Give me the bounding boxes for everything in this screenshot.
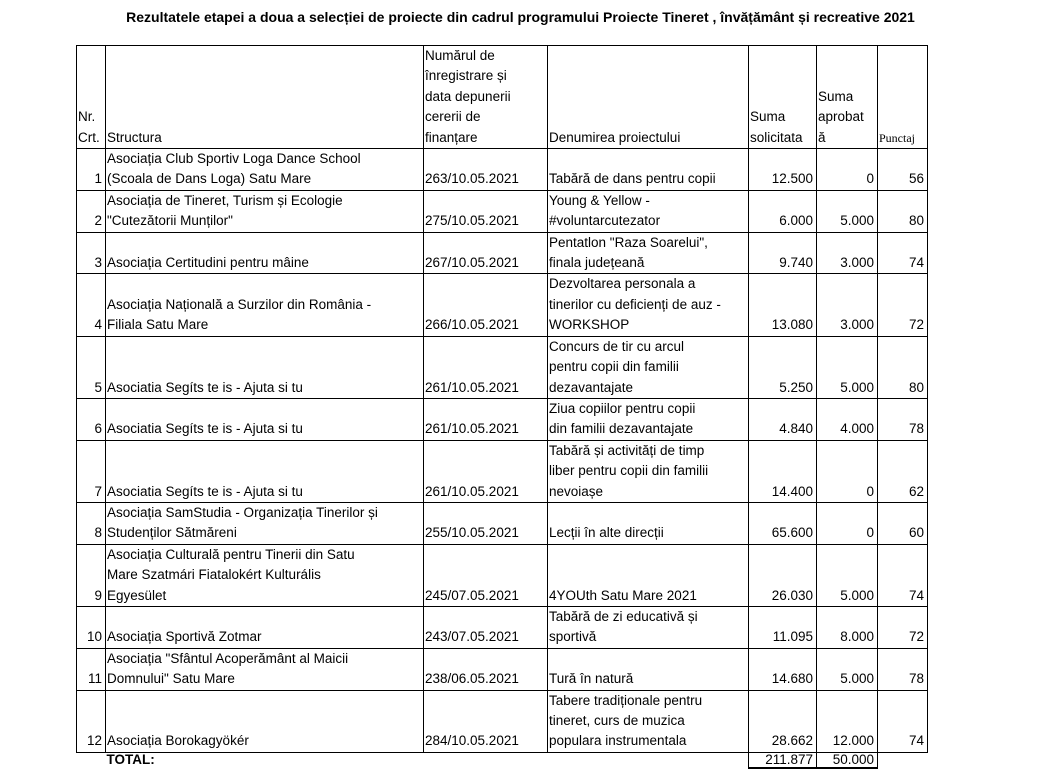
cell-proiect (548, 606, 749, 648)
cell-inregistrare: 243/07.05.2021 (424, 606, 548, 648)
cell-aprobata: 5.000 (817, 544, 878, 606)
cell-inregistrare: 275/10.05.2021 (424, 190, 548, 232)
header-inregistrare: Numărul de înregistrare și data depunerii cererii de finanțare (424, 46, 548, 149)
proiect-line: tinerilor cu deficienți de auz - (549, 296, 721, 312)
cell-structura (106, 440, 424, 502)
structura-line: Asociația SamStudia - Organizația Tinerilor și (107, 504, 378, 520)
cell-nr: 6 (77, 398, 106, 440)
cell-aprobata: 0 (817, 502, 878, 544)
cell-nr: 1 (77, 149, 106, 191)
proiect-line: sportivă (549, 629, 597, 645)
cell-structura (106, 690, 424, 752)
cell-inregistrare: 261/10.05.2021 (424, 398, 548, 440)
results-table (76, 45, 928, 769)
cell-solicitata: 5.250 (749, 336, 817, 398)
proiect-line: Tabără de dans pentru copii (549, 171, 716, 187)
cell-nr: 4 (77, 274, 106, 336)
structura-line: (Scoala de Dans Loga) Satu Mare (107, 171, 312, 187)
cell-proiect (548, 336, 749, 398)
table-row (77, 232, 928, 274)
cell-proiect (548, 648, 749, 690)
cell-nr: 9 (77, 544, 106, 606)
cell-solicitata: 12.500 (749, 149, 817, 191)
cell-structura (106, 648, 424, 690)
proiect-line: Concurs de tir cu arcul (549, 338, 685, 354)
cell-nr: 3 (77, 232, 106, 274)
cell-solicitata: 6.000 (749, 190, 817, 232)
cell-structura (106, 544, 424, 606)
structura-line: Studenților Sătmăreni (107, 525, 237, 541)
cell-structura (106, 398, 424, 440)
table-row (77, 648, 928, 690)
proiect-line: Tabără și activități de timp (549, 442, 705, 458)
cell-punctaj: 78 (878, 398, 928, 440)
proiect-line: #voluntarcutezator (549, 213, 661, 229)
cell-inregistrare: 261/10.05.2021 (424, 336, 548, 398)
header-punctaj: Punctaj (878, 46, 928, 149)
cell-nr: 8 (77, 502, 106, 544)
table-row (77, 336, 928, 398)
table-row (77, 190, 928, 232)
cell-aprobata: 3.000 (817, 274, 878, 336)
structura-line: Asociația Sportivă Zotmar (107, 629, 262, 645)
cell-nr: 7 (77, 440, 106, 502)
cell-inregistrare: 266/10.05.2021 (424, 274, 548, 336)
proiect-line: Ziua copiilor pentru copii (549, 400, 696, 416)
structura-line: Asociatia Segíts te is - Ajuta si tu (107, 379, 303, 395)
cell-solicitata: 14.680 (749, 648, 817, 690)
proiect-line: Dezvoltarea personala a (549, 276, 696, 292)
cell-nr: 10 (77, 606, 106, 648)
header-row (77, 46, 928, 149)
proiect-line: 4YOUth Satu Mare 2021 (549, 587, 697, 603)
cell-inregistrare: 255/10.05.2021 (424, 502, 548, 544)
table-row (77, 398, 928, 440)
proiect-line: Young & Yellow - (549, 192, 650, 208)
table-row (77, 690, 928, 752)
cell-proiect (548, 544, 749, 606)
cell-structura (106, 606, 424, 648)
proiect-line: tineret, curs de muzica (549, 713, 685, 728)
structura-line: Egyesület (107, 587, 167, 603)
cell-solicitata: 65.600 (749, 502, 817, 544)
cell-inregistrare: 263/10.05.2021 (424, 149, 548, 191)
proiect-line: Lecții în alte direcții (549, 525, 664, 541)
cell-proiect (548, 274, 749, 336)
cell-proiect (548, 440, 749, 502)
structura-line: Domnului" Satu Mare (107, 671, 235, 687)
cell-punctaj: 80 (878, 336, 928, 398)
cell-inregistrare: 284/10.05.2021 (424, 690, 548, 752)
structura-line: Asociatia Segíts te is - Ajuta si tu (107, 421, 303, 437)
cell-punctaj: 80 (878, 190, 928, 232)
cell-nr: 12 (77, 690, 106, 752)
cell-nr: 2 (77, 190, 106, 232)
proiect-line: din familii dezavantajate (549, 421, 694, 437)
header-nr: Nr. Crt. (77, 46, 106, 149)
cell-proiect (548, 690, 749, 752)
table-row (77, 606, 928, 648)
header-solicitata: Suma solicitata (749, 46, 817, 149)
proiect-line: WORKSHOP (549, 317, 630, 333)
cell-structura (106, 274, 424, 336)
cell-punctaj: 74 (878, 232, 928, 274)
cell-proiect (548, 149, 749, 191)
structura-line: Mare Szatmári Fiatalokért Kulturális (107, 567, 321, 583)
cell-aprobata: 0 (817, 440, 878, 502)
cell-aprobata: 5.000 (817, 336, 878, 398)
proiect-line: Tură în natură (549, 671, 634, 687)
cell-punctaj: 62 (878, 440, 928, 502)
cell-punctaj: 74 (878, 544, 928, 606)
cell-inregistrare: 245/07.05.2021 (424, 544, 548, 606)
cell-structura (106, 149, 424, 191)
structura-line: Asociația Certitudini pentru mâine (107, 255, 309, 271)
total-label: TOTAL: (106, 752, 155, 767)
proiect-line: dezavantajate (549, 379, 634, 395)
cell-punctaj: 74 (878, 690, 928, 752)
cell-nr: 11 (77, 648, 106, 690)
cell-aprobata: 12.000 (817, 690, 878, 752)
table-row (77, 502, 928, 544)
structura-line: Asociația de Tineret, Turism și Ecologie (107, 192, 343, 208)
cell-punctaj: 60 (878, 502, 928, 544)
cell-solicitata: 14.400 (749, 440, 817, 502)
header-proiect: Denumirea proiectului (548, 46, 749, 149)
total-aprobata: 50.000 (817, 752, 878, 768)
cell-proiect (548, 232, 749, 274)
total-solicitata: 211.877 (749, 752, 817, 768)
cell-punctaj: 72 (878, 606, 928, 648)
structura-line: Asociația Club Sportiv Loga Dance School (107, 151, 361, 167)
structura-line: Asociația "Sfântul Acoperământ al Maicii (107, 650, 349, 666)
cell-proiect (548, 502, 749, 544)
proiect-line: finala județeană (549, 255, 645, 271)
cell-inregistrare: 261/10.05.2021 (424, 440, 548, 502)
cell-structura (106, 502, 424, 544)
structura-line: Asociația Națională a Surzilor din România - (107, 296, 372, 312)
cell-solicitata: 9.740 (749, 232, 817, 274)
table-row (77, 274, 928, 336)
table-row (77, 149, 928, 191)
cell-aprobata: 8.000 (817, 606, 878, 648)
table-row (77, 544, 928, 606)
proiect-line: Pentatlon "Raza Soarelui", (549, 234, 708, 250)
cell-inregistrare: 267/10.05.2021 (424, 232, 548, 274)
cell-solicitata: 11.095 (749, 606, 817, 648)
cell-proiect (548, 398, 749, 440)
cell-punctaj: 72 (878, 274, 928, 336)
proiect-line: populara instrumentala (549, 733, 687, 749)
cell-structura (106, 336, 424, 398)
cell-solicitata: 4.840 (749, 398, 817, 440)
cell-proiect (548, 190, 749, 232)
cell-solicitata: 26.030 (749, 544, 817, 606)
structura-line: Asociația Borokagyökér (107, 733, 249, 749)
cell-solicitata: 13.080 (749, 274, 817, 336)
cell-aprobata: 4.000 (817, 398, 878, 440)
proiect-line: Tabere tradiționale pentru (549, 692, 703, 708)
cell-inregistrare: 238/06.05.2021 (424, 648, 548, 690)
proiect-line: nevoiașe (549, 483, 604, 499)
structura-line: Asociatia Segíts te is - Ajuta si tu (107, 483, 303, 499)
cell-aprobata: 5.000 (817, 648, 878, 690)
structura-line: "Cutezătorii Munților" (107, 213, 233, 229)
structura-line: Asociația Culturală pentru Tinerii din Satu (107, 546, 355, 562)
proiect-line: liber pentru copii din familii (549, 463, 709, 479)
header-structura: Structura (106, 46, 424, 149)
cell-aprobata: 0 (817, 149, 878, 191)
cell-aprobata: 3.000 (817, 232, 878, 274)
cell-structura (106, 232, 424, 274)
cell-solicitata: 28.662 (749, 690, 817, 752)
cell-nr: 5 (77, 336, 106, 398)
total-row (77, 752, 928, 768)
cell-punctaj: 78 (878, 648, 928, 690)
cell-aprobata: 5.000 (817, 190, 878, 232)
proiect-line: Tabără de zi educativă și (549, 608, 698, 624)
proiect-line: pentru copii din familii (549, 359, 679, 375)
header-aprobata: Suma aprobat ă (817, 46, 878, 149)
table-row (77, 440, 928, 502)
structura-line: Filiala Satu Mare (107, 317, 209, 333)
cell-punctaj: 56 (878, 149, 928, 191)
document-title: Rezultatele etapei a doua a selecției de proiecte din cadrul programului Proiecte Tineret , învățământ și recreative 2021 (126, 9, 915, 25)
cell-structura (106, 190, 424, 232)
